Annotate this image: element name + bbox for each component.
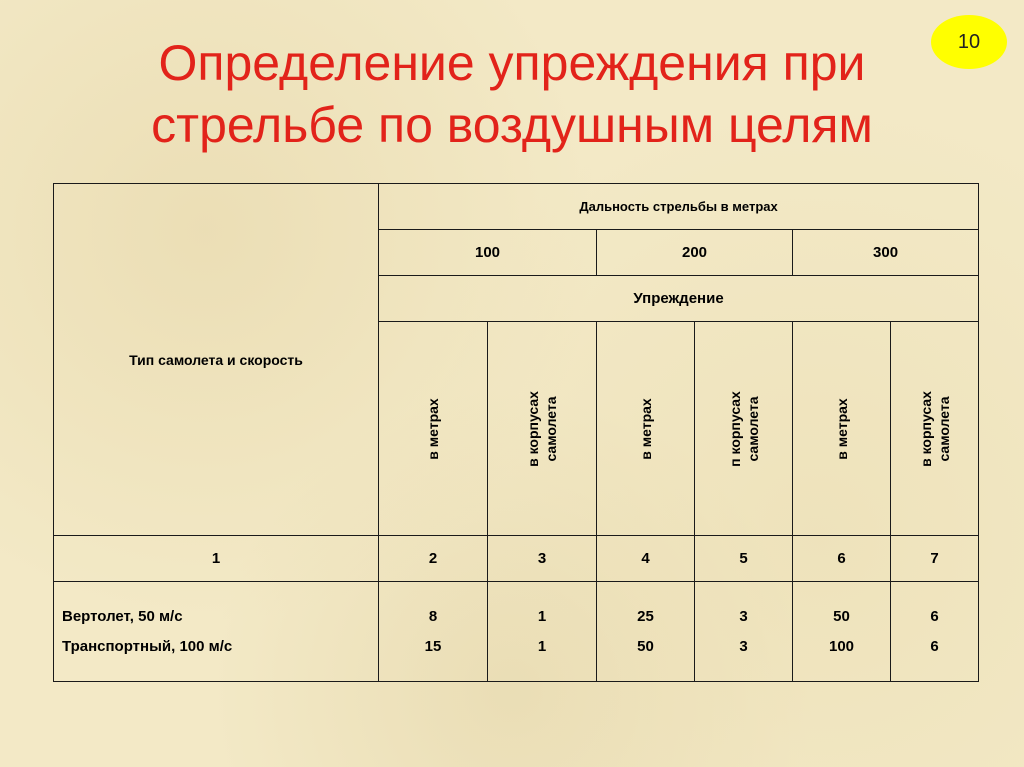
value: 3 <box>739 637 748 655</box>
subheader-cell <box>891 322 979 536</box>
aircraft-label: Вертолет, 50 м/с <box>62 607 183 625</box>
value: 25 <box>637 607 654 625</box>
aircraft-cell <box>54 582 379 682</box>
value-cell <box>488 582 597 682</box>
subheader-line: п корпусах <box>726 390 743 467</box>
type-header-cell <box>54 184 379 536</box>
value: 50 <box>637 637 654 655</box>
range-header-cell <box>379 184 979 230</box>
title-line-1: Определение упреждения при <box>158 35 866 91</box>
value-cell <box>891 582 979 682</box>
value: 6 <box>930 637 939 655</box>
value: 15 <box>424 637 442 655</box>
slide-title <box>0 32 1024 156</box>
value-cell <box>379 582 488 682</box>
range-header: Дальность стрельбы в метрах <box>579 199 778 214</box>
subheader-line: самолета <box>744 395 761 462</box>
subheader-line: в метрах <box>833 397 850 460</box>
subheader-text <box>833 398 851 459</box>
subheader-line: самолета <box>935 395 952 462</box>
table-row <box>54 582 979 682</box>
value: 1 <box>537 607 547 625</box>
range-cell: 300 <box>793 230 979 276</box>
subheader-cell <box>597 322 695 536</box>
subheader-text <box>726 391 762 467</box>
subheader-line: в корпусах <box>917 390 934 467</box>
subheader-cell <box>488 322 597 536</box>
column-number: 7 <box>891 536 979 582</box>
subheader-line: в метрах <box>425 397 441 460</box>
value: 50 <box>833 607 850 625</box>
range-cell: 200 <box>597 230 793 276</box>
lead-header: Упреждение <box>633 290 724 307</box>
subheader-cell <box>695 322 793 536</box>
subheader-cell <box>793 322 891 536</box>
column-number: 5 <box>695 536 793 582</box>
subheader-line: в корпусах <box>525 390 541 467</box>
subheader-cell <box>379 322 488 536</box>
subheader-text <box>637 398 655 459</box>
lead-header-cell <box>379 276 979 322</box>
value-cell <box>597 582 695 682</box>
value: 100 <box>828 637 855 655</box>
range-cell: 100 <box>379 230 597 276</box>
title-line-2: стрельбе по воздушным целям <box>151 97 873 153</box>
column-number: 2 <box>379 536 488 582</box>
value: 3 <box>739 607 748 625</box>
value: 6 <box>930 607 939 625</box>
subheader-text <box>424 398 442 459</box>
subheader-line: в метрах <box>637 397 654 460</box>
column-number-row <box>54 536 979 582</box>
subheader-text <box>524 391 560 467</box>
lead-table <box>53 183 979 682</box>
value: 8 <box>428 607 438 625</box>
aircraft-label: Транспортный, 100 м/с <box>62 637 233 655</box>
column-number: 6 <box>793 536 891 582</box>
column-number: 1 <box>54 536 379 582</box>
column-number: 3 <box>488 536 597 582</box>
value-cell <box>793 582 891 682</box>
subheader-line: самолета <box>543 395 559 462</box>
column-number: 4 <box>597 536 695 582</box>
value-cell <box>695 582 793 682</box>
subheader-text <box>917 391 953 467</box>
value: 1 <box>537 637 547 655</box>
page-number-badge <box>931 15 1007 69</box>
page-number: 10 <box>957 30 981 53</box>
type-header: Тип самолета и скорость <box>129 351 303 368</box>
